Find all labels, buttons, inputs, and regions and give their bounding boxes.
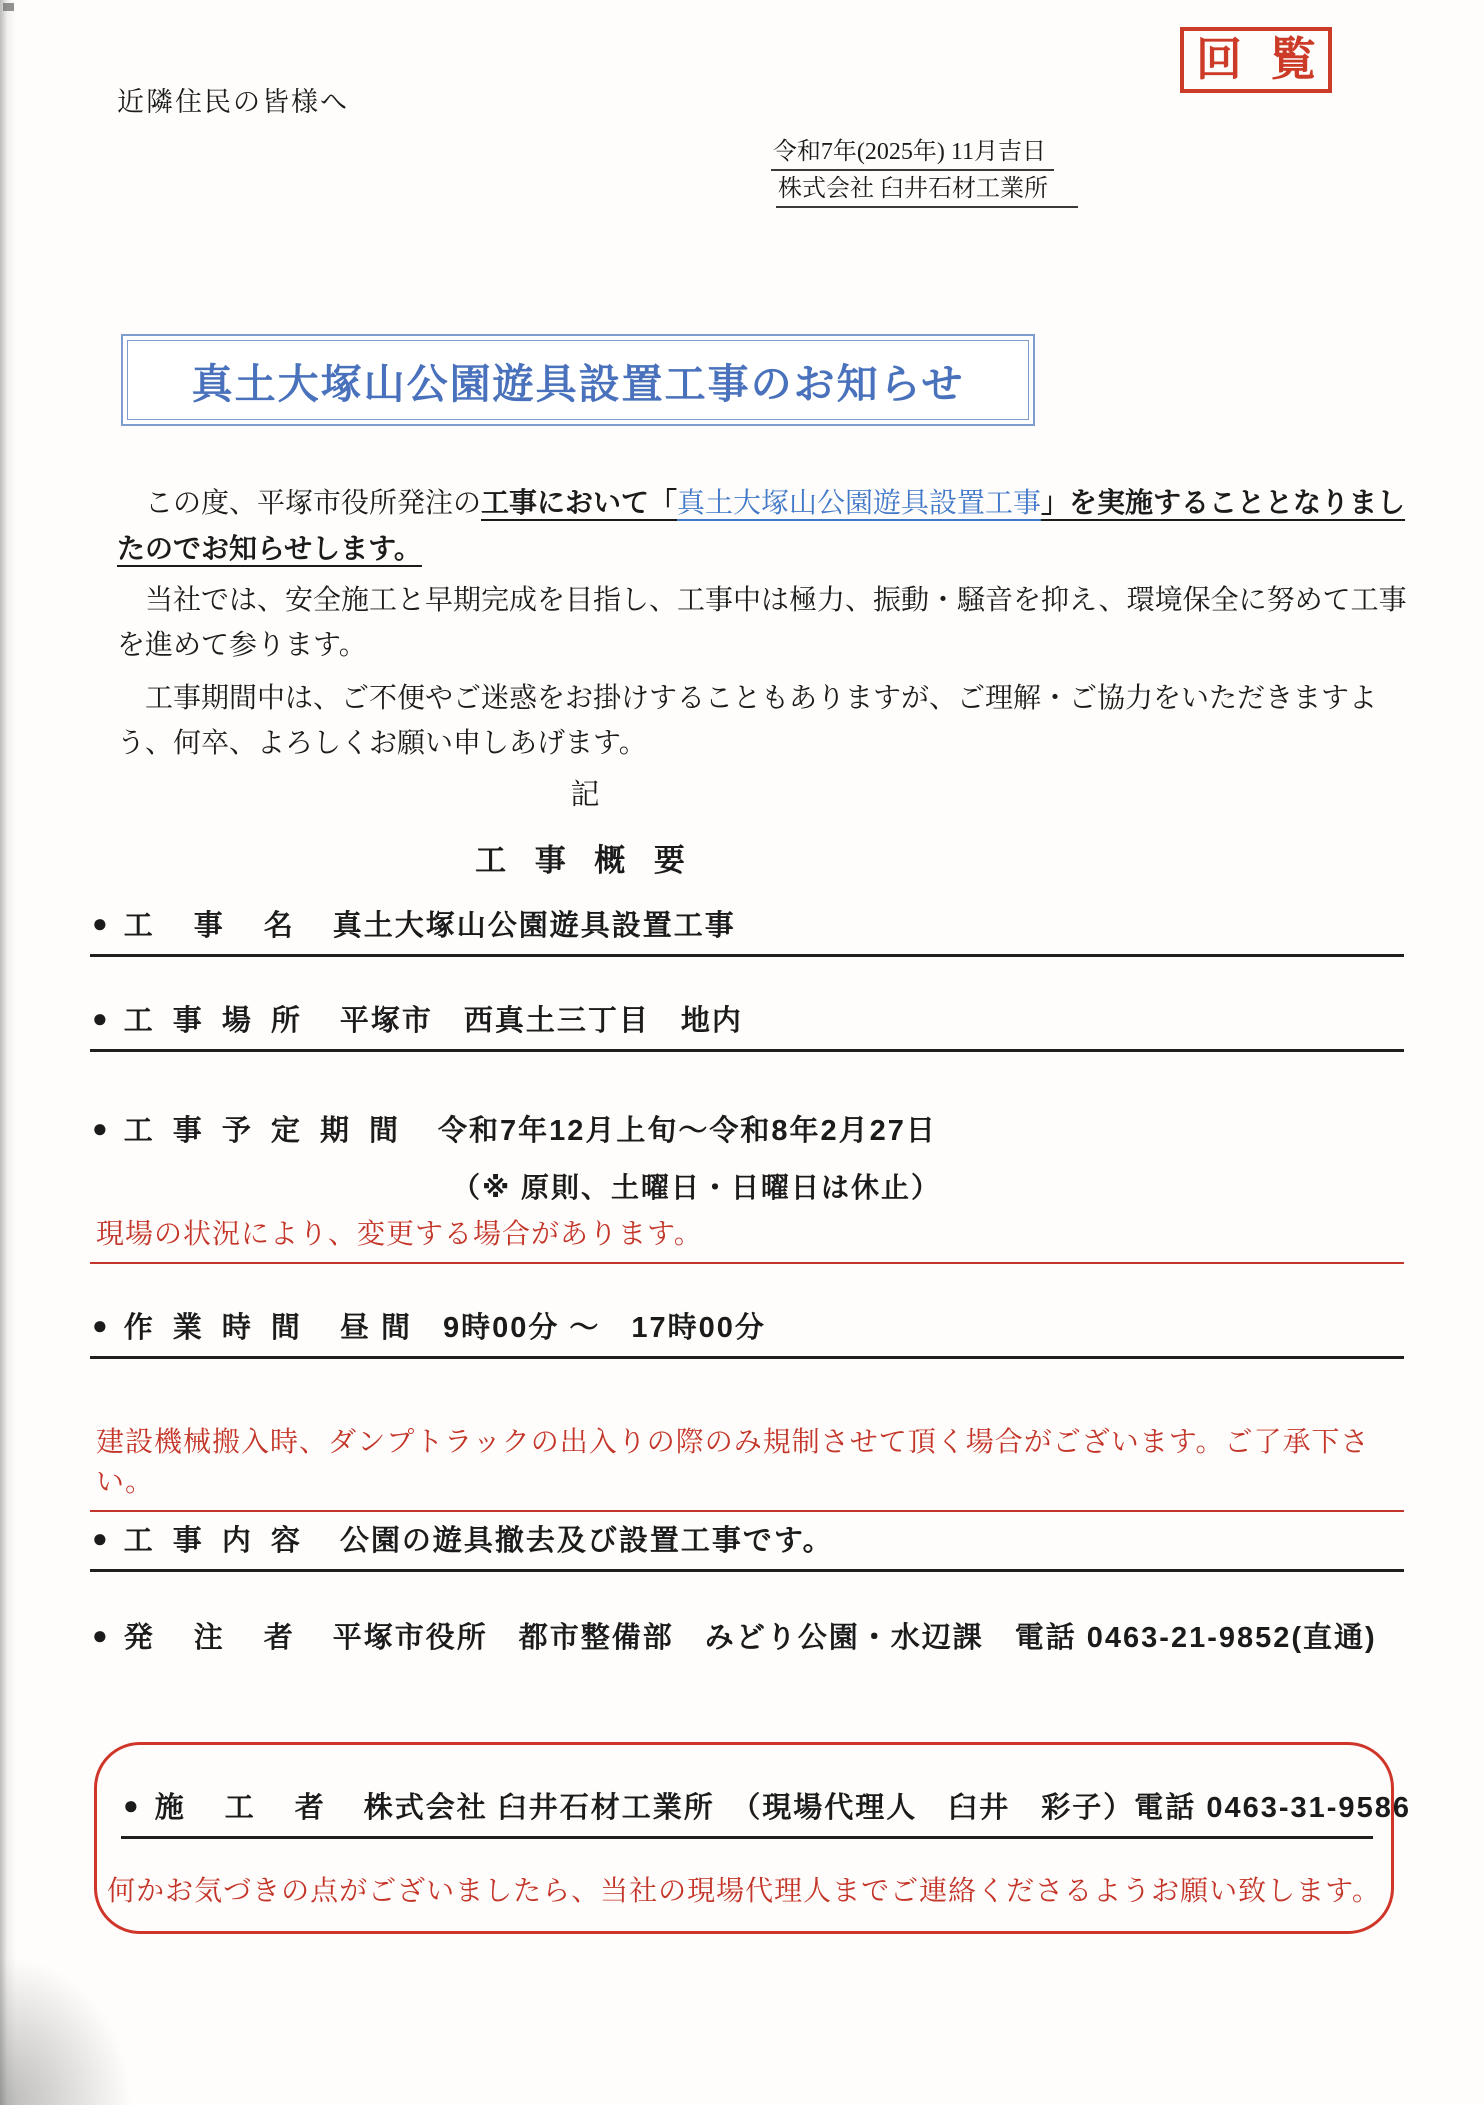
stamp-char-kai: 回 xyxy=(1196,34,1242,85)
p1-lead-text: この度、平塚市役所発注の xyxy=(117,488,482,519)
bullet-icon: ● xyxy=(92,1003,108,1033)
p1-bold-pre-text: 工事において「 xyxy=(481,487,678,518)
contractor-highlight-box xyxy=(94,1742,1411,1934)
bullet-icon: ● xyxy=(92,908,108,938)
overview-item-description xyxy=(90,1518,1404,1572)
construction-name-value: 真土大塚山公園遊具設置工事 xyxy=(332,910,736,942)
issuer-company-line: 株式会社 臼井石材工業所 xyxy=(776,168,1078,208)
intro-paragraph-apology: 工事期間中は、ご不便やご迷惑をお掛けすることもありますが、ご理解・ご協力をいただきますよう、何卒、よろしくお願い申しあげます。 xyxy=(117,683,1378,759)
bullet-icon: ● xyxy=(92,1113,108,1143)
period-change-warning: 現場の状況により、変更する場合があります。 xyxy=(90,1212,1404,1264)
location-label: 工 事 場 所 xyxy=(123,1005,306,1037)
period-value: 令和7年12月上旬～令和8年2月27日 xyxy=(438,1115,937,1147)
audience-line: 近隣住民の皆様へ xyxy=(117,87,349,117)
intro-paragraph-announcement xyxy=(117,480,1411,572)
overview-heading: 工 事 概 要 xyxy=(475,843,695,878)
hours-value: 昼 間 9時00分 ～ 17時00分 xyxy=(339,1312,766,1344)
overview-item-client xyxy=(90,1615,1404,1666)
scan-corner-shadow xyxy=(0,1935,150,2105)
traffic-regulation-warning: 建設機械搬入時、ダンプトラックの出入りの際のみ規制させて頂く場合がございます。ご了承下さい。 xyxy=(90,1420,1404,1512)
client-value: 平塚市役所 都市整備部 みどり公園・水辺課 電話 0463-21-9852(直通) xyxy=(332,1622,1377,1654)
contractor-label: 施 工 者 xyxy=(154,1792,330,1824)
location-value: 平塚市 西真土三丁目 地内 xyxy=(339,1005,743,1037)
period-weekend-note: （※ 原則、土曜日・日曜日は休止） xyxy=(452,1172,942,1203)
contractor-value: 株式会社 臼井石材工業所 （現場代理人 臼井 彩子）電話 0463-31-9586 xyxy=(363,1792,1411,1824)
scan-edge-artifact xyxy=(0,0,16,2105)
bullet-icon: ● xyxy=(92,1310,108,1340)
page-title: 真土大塚山公園遊具設置工事のお知らせ xyxy=(127,340,1029,420)
ki-marker: 記 xyxy=(570,779,600,811)
title-box xyxy=(121,334,1035,426)
construction-name-label: 工 事 名 xyxy=(123,910,299,942)
overview-item-period xyxy=(90,1108,1404,1159)
client-label: 発 注 者 xyxy=(123,1622,299,1654)
overview-item-construction-name xyxy=(90,903,1404,957)
scan-speck xyxy=(3,3,14,11)
p1-bold-post-text: 」を実施することとなりましたのでお知らせします。 xyxy=(117,487,1406,564)
intro-paragraph-safety: 当社では、安全施工と早期完成を目指し、工事中は極力、振動・騒音を抑え、環境保全に努めて工事を進めて参ります。 xyxy=(117,585,1407,661)
issue-date-line: 令和7年(2025年) 11月吉日 xyxy=(771,131,1054,171)
bullet-icon: ● xyxy=(92,1620,108,1650)
stamp-char-ran: 覧 xyxy=(1270,34,1316,85)
description-label: 工 事 内 容 xyxy=(123,1525,306,1557)
p1-project-name: 真土大塚山公園遊具設置工事 xyxy=(677,488,1042,519)
period-label: 工 事 予 定 期 間 xyxy=(123,1115,405,1147)
contractor-contact-note: 何かお気づきの点がございましたら、当社の現場代理人までご連絡くださるようお願い致します。 xyxy=(107,1876,1381,1907)
bullet-icon: ● xyxy=(92,1523,108,1553)
bullet-icon: ● xyxy=(123,1790,139,1820)
overview-item-location xyxy=(90,998,1404,1052)
overview-item-hours xyxy=(90,1305,1404,1359)
description-value: 公園の遊具撤去及び設置工事です。 xyxy=(339,1525,834,1557)
overview-item-contractor xyxy=(121,1785,1411,1839)
hours-label: 作 業 時 間 xyxy=(123,1312,306,1344)
kairan-circulation-stamp xyxy=(1180,27,1332,93)
